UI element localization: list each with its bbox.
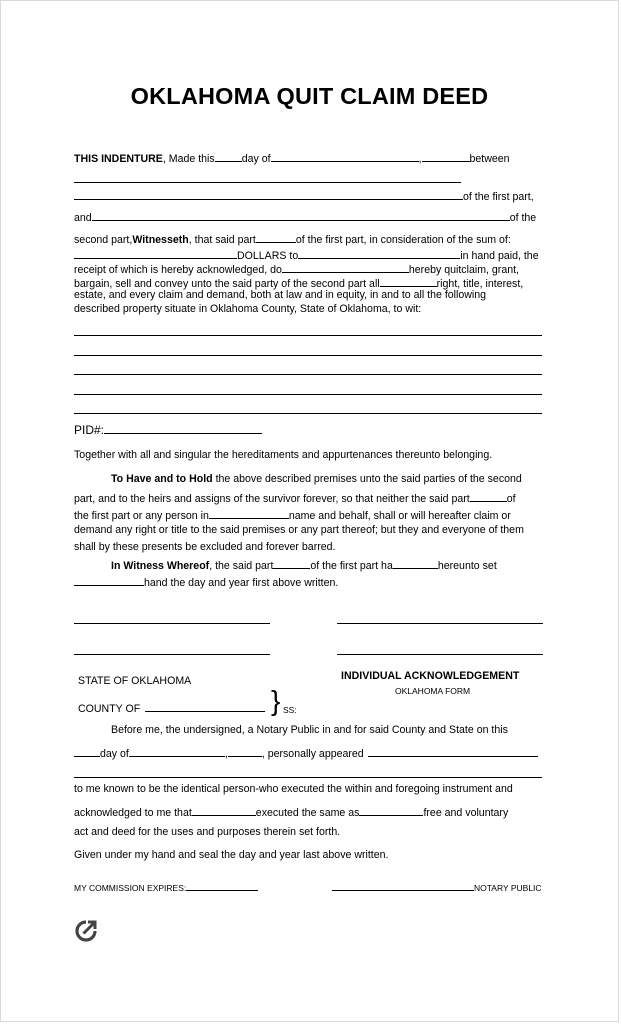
witness-ha-blank[interactable] (393, 557, 438, 569)
pid-line (74, 421, 262, 437)
ss-label: SS: (283, 705, 297, 715)
grantor-address-blank[interactable] (74, 188, 463, 200)
day-blank[interactable] (215, 150, 242, 162)
brace-symbol: } (271, 685, 281, 716)
indenture-label: THIS INDENTURE (74, 153, 163, 165)
property-line-4[interactable] (74, 394, 542, 395)
pid-label: PID#: (74, 423, 105, 437)
pid-blank[interactable] (104, 421, 262, 434)
party-suffix-blank[interactable] (256, 231, 296, 243)
witness-part-blank[interactable] (273, 557, 310, 569)
ack-heading: INDIVIDUAL ACKNOWLEDGEMENT (341, 670, 520, 682)
ack-as-blank[interactable] (359, 804, 423, 816)
commission-blank[interactable] (186, 880, 258, 891)
right-blank[interactable] (380, 275, 437, 287)
ack-month-blank[interactable] (129, 745, 225, 757)
have-hold-line-5: shall by these presents be excluded and forever barred. (74, 541, 336, 553)
signature-line-left-1[interactable] (74, 623, 270, 624)
have-hold-line-3: the first part or any person in name and behalf, shall or will hereafter claim or (74, 507, 511, 523)
receipt-blank[interactable] (282, 261, 409, 273)
circular-arrow-logo-icon (74, 919, 98, 943)
signature-line-right-1[interactable] (337, 623, 543, 624)
month-blank[interactable] (271, 150, 419, 162)
property-line-1[interactable] (74, 335, 542, 336)
witness-line-1: In Witness Whereof, the said part of the first part ha hereunto set (111, 557, 497, 573)
grantee-line: and of the (74, 209, 536, 225)
witnesseth-line: second part,Witnesseth, that said part of the first part, in consideration of the sum of: (74, 231, 511, 247)
commission-line: MY COMMISSION EXPIRES: (74, 880, 258, 895)
signature-line-left-2[interactable] (74, 654, 270, 655)
amount-blank[interactable] (74, 247, 237, 259)
witness-line-2: hand the day and year first above written. (74, 574, 338, 590)
property-line-5[interactable] (74, 413, 542, 414)
ack-that-blank[interactable] (192, 804, 256, 816)
act-deed-line: act and deed for the uses and purposes therein set forth. (74, 826, 341, 838)
county-line: COUNTY OF (78, 700, 265, 716)
document-title: OKLAHOMA QUIT CLAIM DEED (130, 83, 489, 109)
signature-line-right-2[interactable] (337, 654, 543, 655)
notary-line: NOTARY PUBLIC (332, 880, 542, 895)
property-line-2[interactable] (74, 355, 542, 356)
witness-hand-blank[interactable] (74, 574, 144, 586)
described-line: described property situate in Oklahoma County, State of Oklahoma, to wit: (74, 303, 422, 315)
acknowledged-line: acknowledged to me that executed the same as free and voluntary (74, 804, 508, 820)
appeared-blank[interactable] (368, 745, 538, 757)
together-line: Together with all and singular the hereditaments and appurtenances thereunto belonging. (74, 449, 493, 461)
day-of-line: day of , , personally appeared (74, 745, 538, 761)
grantor-name-line[interactable] (74, 182, 461, 183)
given-line: Given under my hand and seal the day and year last above written. (74, 849, 389, 861)
have-hold-line-1: To Have and to Hold the above described premises unto the said parties of the second (111, 473, 522, 485)
before-me-line: Before me, the undersigned, a Notary Public in and for said County and State on this (111, 724, 508, 736)
first-party-line: of the first part, (74, 188, 534, 204)
payee-blank[interactable] (298, 247, 460, 259)
known-line: to me known to be the identical person-who executed the within and foregoing instrument and (74, 783, 513, 795)
ack-year-blank[interactable] (228, 745, 262, 757)
ack-day-blank[interactable] (74, 745, 100, 757)
receipt-line: receipt of which is hereby acknowledged, do hereby quitclaim, grant, (74, 261, 519, 277)
have-hold-line-4: demand any right or title to the said premises or any part thereof; but they and everyone of them (74, 524, 524, 536)
notary-signature-blank[interactable] (332, 880, 474, 891)
bargain-line: bargain, sell and convey unto the said party of the second part all right, title, interest, (74, 275, 523, 291)
state-label: STATE OF OKLAHOMA (78, 675, 192, 687)
person-name-line[interactable] (74, 777, 542, 778)
estate-line: estate, and every claim and demand, both at law and in equity, in and to all the following (74, 289, 487, 301)
property-line-3[interactable] (74, 374, 542, 375)
have-hold-person-blank[interactable] (209, 507, 289, 519)
have-hold-part-blank[interactable] (470, 490, 507, 502)
indenture-line: THIS INDENTURE, Made this day of , between (74, 150, 510, 166)
have-hold-line-2: part, and to the heirs and assigns of the survivor forever, so that neither the said part of (74, 490, 516, 506)
year-blank[interactable] (422, 150, 470, 162)
county-blank[interactable] (145, 700, 265, 712)
grantee-blank[interactable] (92, 209, 510, 221)
ack-form: OKLAHOMA FORM (395, 686, 471, 696)
dollars-line: DOLLARS to in hand paid, the (74, 247, 539, 263)
